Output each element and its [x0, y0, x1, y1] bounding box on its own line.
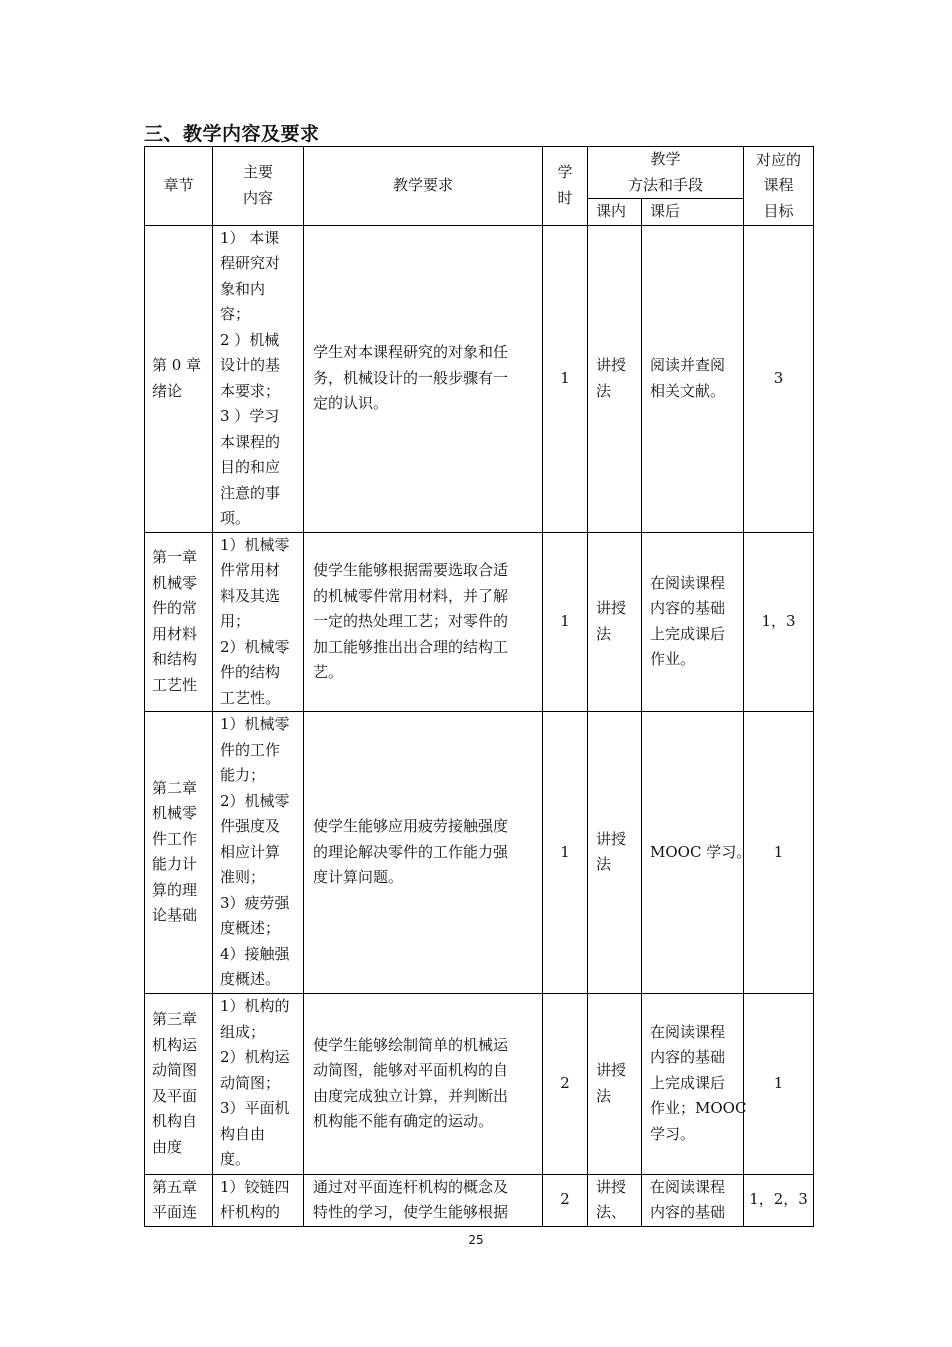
method-after-cell: 在阅读课程 内容的基础 上完成课后 作业；MOOC 学习。	[642, 993, 744, 1174]
method-in-cell: 讲授 法、	[588, 1174, 642, 1226]
method-in-cell: 讲授 法	[588, 532, 642, 712]
header-hours: 学 时	[543, 147, 588, 226]
header-chapter: 章节	[145, 147, 213, 226]
header-method-after: 课后	[642, 199, 744, 226]
chapter-cell: 第 0 章 绪论	[145, 225, 213, 532]
header-content: 主要 内容	[213, 147, 304, 226]
content-cell: 1）铰链四 杆机构的	[213, 1174, 304, 1226]
objective-cell: 1，2，3	[744, 1174, 814, 1226]
requirement-cell: 使学生能够应用疲劳接触强度 的理论解决零件的工作能力强 度计算问题。	[304, 712, 543, 994]
requirement-cell: 通过对平面连杆机构的概念及 特性的学习，使学生能够根据	[304, 1174, 543, 1226]
objective-cell: 3	[744, 225, 814, 532]
objective-cell: 1	[744, 712, 814, 994]
method-after-cell: 阅读并查阅 相关文献。	[642, 225, 744, 532]
content-cell: 1）机械零 件常用材 料及其选 用； 2）机械零 件的结构 工艺性。	[213, 532, 304, 712]
content-cell: 1）机构的 组成； 2）机构运 动简图； 3）平面机 构自由 度。	[213, 993, 304, 1174]
hours-cell: 1	[543, 225, 588, 532]
header-objective: 对应的 课程 目标	[744, 147, 814, 226]
header-method: 教学 方法和手段	[588, 147, 744, 199]
header-requirement: 教学要求	[304, 147, 543, 226]
chapter-cell: 第三章 机构运 动简图 及平面 机构自 由度	[145, 993, 213, 1174]
objective-cell: 1	[744, 993, 814, 1174]
method-after-cell: 在阅读课程 内容的基础 上完成课后 作业。	[642, 532, 744, 712]
header-method-in: 课内	[588, 199, 642, 226]
hours-cell: 1	[543, 532, 588, 712]
chapter-cell: 第五章 平面连	[145, 1174, 213, 1226]
method-in-cell: 讲授 法	[588, 993, 642, 1174]
method-after-cell: MOOC 学习。	[642, 712, 744, 994]
content-cell: 1）机械零 件的工作 能力； 2）机械零 件强度及 相应计算 准则； 3）疲劳强 度概述； 4）接触强 度概述。	[213, 712, 304, 994]
content-cell: 1） 本课 程研究对 象和内 容； 2 ）机械 设计的基 本要求； 3 ）学习 本课程的 目的和应 注意的事 项。	[213, 225, 304, 532]
requirement-cell: 学生对本课程研究的对象和任 务，机械设计的一般步骤有一 定的认识。	[304, 225, 543, 532]
table-row	[145, 532, 814, 712]
requirement-cell: 使学生能够根据需要选取合适 的机械零件常用材料，并了解 一定的热处理工艺；对零件的 加工能够推出出合理的结构工 艺。	[304, 532, 543, 712]
hours-cell: 2	[543, 993, 588, 1174]
chapter-cell: 第一章 机械零 件的常 用材料 和结构 工艺性	[145, 532, 213, 712]
hours-cell: 2	[543, 1174, 588, 1226]
section-title: 三、教学内容及要求	[144, 123, 320, 145]
table-row	[145, 993, 814, 1174]
method-in-cell: 讲授 法	[588, 712, 642, 994]
requirement-cell: 使学生能够绘制简单的机械运 动简图，能够对平面机构的自 由度完成独立计算，并判断出 机构能不能有确定的运动。	[304, 993, 543, 1174]
table-row	[145, 712, 814, 994]
teaching-content-table	[144, 146, 814, 1227]
hours-cell: 1	[543, 712, 588, 994]
chapter-cell: 第二章 机械零 件工作 能力计 算的理 论基础	[145, 712, 213, 994]
table-row	[145, 225, 814, 532]
method-in-cell: 讲授 法	[588, 225, 642, 532]
page-number: 25	[468, 1233, 484, 1247]
objective-cell: 1，3	[744, 532, 814, 712]
table-row	[145, 1174, 814, 1226]
method-after-cell: 在阅读课程 内容的基础	[642, 1174, 744, 1226]
